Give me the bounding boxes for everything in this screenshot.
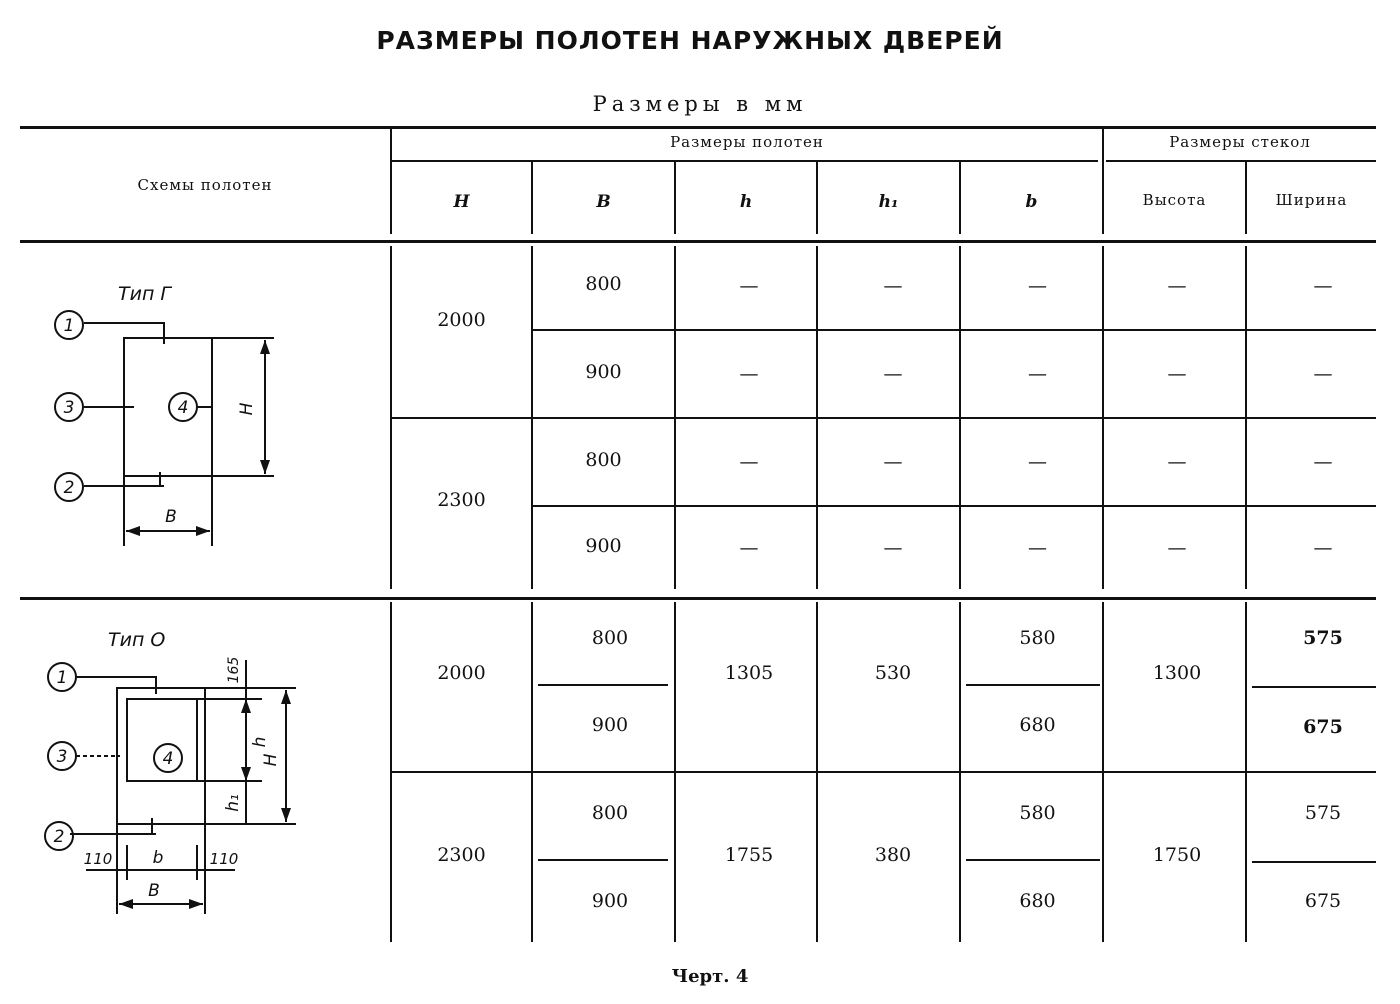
dash-cell: —: [883, 363, 903, 385]
row-rule: [966, 859, 1100, 861]
header-panel-dims: Размеры полотен: [670, 133, 824, 151]
row-rule: [392, 771, 1376, 773]
dim-B-label: B: [165, 507, 177, 527]
marker-3-label: 3: [63, 398, 75, 418]
dash-cell: —: [739, 451, 759, 473]
dash-cell: —: [883, 275, 903, 297]
dash-cell: —: [1313, 537, 1333, 559]
dash-cell: —: [883, 537, 903, 559]
dim-B-label: B: [148, 881, 160, 901]
type-o-glass-width: 575: [1303, 627, 1343, 649]
marker-4-label: 4: [177, 398, 189, 418]
type-o-H-2000: 2000: [437, 662, 486, 684]
type-o-B: 800: [591, 802, 629, 824]
header-col-h: h: [739, 192, 753, 212]
dash-cell: —: [1167, 537, 1187, 559]
row-rule: [1252, 686, 1376, 688]
type-o-glass-width: 675: [1303, 716, 1343, 738]
dim-h-label: h: [250, 736, 270, 748]
top-rule: [20, 126, 1376, 129]
type-o-b: 580: [1019, 802, 1056, 824]
dash-cell: —: [1028, 537, 1047, 559]
dash-cell: —: [1167, 275, 1187, 297]
marker-1-label: 1: [63, 316, 75, 336]
type-o-h1: 530: [874, 662, 912, 684]
type-g-H-2000: 2000: [437, 309, 486, 331]
dim-h1-label: h₁: [223, 794, 243, 812]
dim-110-right-label: 110: [209, 850, 239, 868]
dim-165-label: 165: [226, 656, 242, 684]
type-o-h: 1305: [724, 662, 774, 684]
row-rule: [966, 684, 1100, 686]
dash-cell: —: [1167, 363, 1187, 385]
dash-cell: —: [1167, 451, 1187, 473]
dim-110-left-label: 110: [83, 850, 113, 868]
type-o-door-outline: [117, 688, 205, 824]
type-g-label: Тип Г: [118, 283, 172, 305]
row-rule: [533, 329, 1376, 331]
row-rule: [1252, 861, 1376, 863]
type-g-scheme: [0, 270, 390, 560]
type-g-B: 800: [585, 273, 622, 295]
marker-4-label: 4: [162, 749, 174, 769]
dash-cell: —: [1028, 451, 1047, 473]
type-g-H-2300: 2300: [437, 489, 486, 511]
type-o-label: Тип О: [108, 629, 166, 651]
row-rule: [538, 684, 668, 686]
type-o-B: 900: [591, 890, 629, 912]
dash-cell: —: [1313, 451, 1333, 473]
marker-2-label: 2: [53, 827, 65, 847]
dim-H-label: H: [261, 753, 281, 767]
type-o-B: 800: [591, 627, 629, 649]
type-o-H-2300: 2300: [437, 844, 486, 866]
type-o-glass-height: 1300: [1152, 662, 1202, 684]
glass-header-rule: [1106, 160, 1376, 162]
type-o-glass-width: 675: [1304, 890, 1342, 912]
type-o-b: 580: [1019, 627, 1056, 649]
type-o-B: 900: [591, 714, 629, 736]
type-o-h: 1755: [724, 844, 774, 866]
header-bottom-rule: [20, 240, 1376, 243]
dash-cell: —: [739, 363, 759, 385]
type-g-B: 900: [585, 361, 622, 383]
header-col-H: H: [453, 192, 470, 212]
header-col-glass-width: Ширина: [1275, 191, 1348, 209]
type-o-h1: 380: [874, 844, 912, 866]
marker-3-label: 3: [56, 747, 68, 767]
type-o-b: 680: [1019, 890, 1056, 912]
marker-2-label: 2: [63, 478, 75, 498]
type-o-scheme: [0, 620, 390, 930]
dash-cell: —: [883, 451, 903, 473]
dash-cell: —: [1028, 363, 1047, 385]
header-col-b: b: [1025, 192, 1038, 212]
header-glass-dims: Размеры стекол: [1169, 133, 1311, 151]
dim-H-label: H: [237, 402, 257, 416]
dash-cell: —: [739, 275, 759, 297]
type-o-glass-width: 575: [1304, 802, 1342, 824]
row-rule: [533, 505, 1376, 507]
row-rule: [538, 859, 668, 861]
dash-cell: —: [739, 537, 759, 559]
dim-b-label: b: [152, 848, 164, 868]
dash-cell: —: [1313, 363, 1333, 385]
header-col-B: B: [596, 192, 611, 212]
section-rule: [20, 597, 1376, 600]
marker-1-label: 1: [56, 668, 68, 688]
header-schemes: Схемы полотен: [137, 176, 273, 194]
type-o-b: 680: [1019, 714, 1056, 736]
panel-header-rule: [392, 160, 1098, 162]
type-g-B: 800: [585, 449, 622, 471]
figure-caption: Черт. 4: [671, 966, 749, 987]
row-rule: [392, 417, 1376, 419]
type-g-B: 900: [585, 535, 622, 557]
type-o-glass-height: 1750: [1152, 844, 1202, 866]
units-note: Размеры в мм: [592, 92, 808, 116]
dash-cell: —: [1028, 275, 1047, 297]
dash-cell: —: [1313, 275, 1333, 297]
page-title: РАЗМЕРЫ ПОЛОТЕН НАРУЖНЫХ ДВЕРЕЙ: [376, 26, 1004, 55]
header-col-h1: h₁: [878, 192, 899, 212]
header-col-glass-height: Высота: [1142, 191, 1207, 209]
